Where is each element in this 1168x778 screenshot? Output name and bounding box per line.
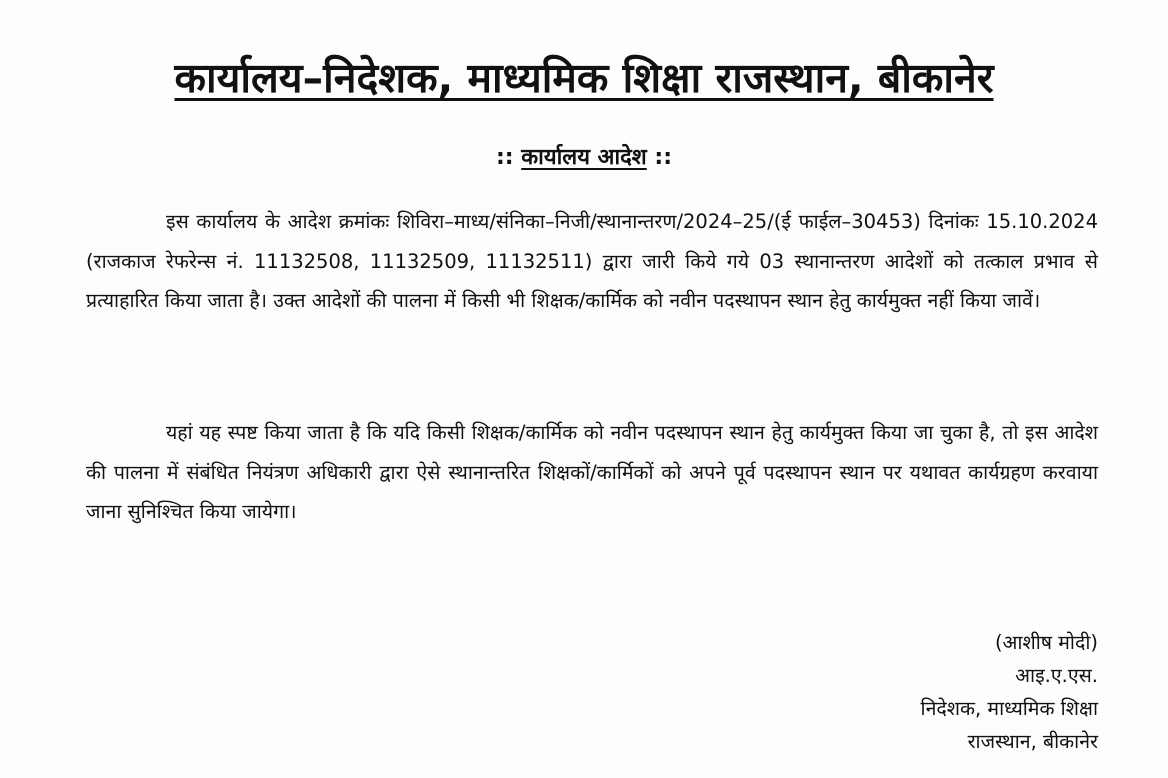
signatory-designation: निदेशक, माध्यमिक शिक्षा	[920, 697, 1098, 720]
order-title: कार्यालय आदेश	[521, 145, 647, 170]
order-paragraph-1: इस कार्यालय के आदेश क्रमांकः शिविरा–माध्य/संनिका–निजी/स्थानान्तरण/2024–25/(ई फाईल–30453) दिनांकः 15.10.2024 (राजकाज रेफरेन्स नं. 11132508, 11132509, 11132511) द्वारा जारी किये गये 03 स्थानान्तरण आदेशों को तत्काल प्रभाव से प्रत्याहारित किया जाता है। उक्त आदेशों की पालना में किसी भी शिक्षक/कार्मिक को नवीन पदस्थापन स्थान हेतु कार्यमुक्त नहीं किया जावें।	[86, 210, 1098, 312]
order-paragraph-2: यहां यह स्पष्ट किया जाता है कि यदि किसी शिक्षक/कार्मिक को नवीन पदस्थापन स्थान हेतु कार्यमुक्त किया जा चुका है, तो इस आदेश की पालना में संबंधित नियंत्रण अधिकारी द्वारा ऐसे स्थानान्तरित शिक्षकों/कार्मिकों को अपने पूर्व पदस्थापन स्थान पर यथावत कार्यग्रहण करवाया जाना सुनिश्चित किया जायेगा।	[86, 421, 1098, 523]
signatory-location: राजस्थान, बीकानेर	[967, 730, 1098, 753]
signature-block	[678, 626, 1098, 758]
signatory-service: आइ.ए.एस.	[1015, 664, 1098, 687]
order-heading-prefix: ::	[495, 145, 514, 170]
order-heading-suffix: ::	[654, 145, 673, 170]
order-heading	[84, 140, 1084, 176]
signatory-name: (आशीष मोदी)	[994, 631, 1098, 654]
office-heading: कार्यालय–निदेशक, माध्यमिक शिक्षा राजस्थान, बीकानेर	[174, 54, 994, 102]
